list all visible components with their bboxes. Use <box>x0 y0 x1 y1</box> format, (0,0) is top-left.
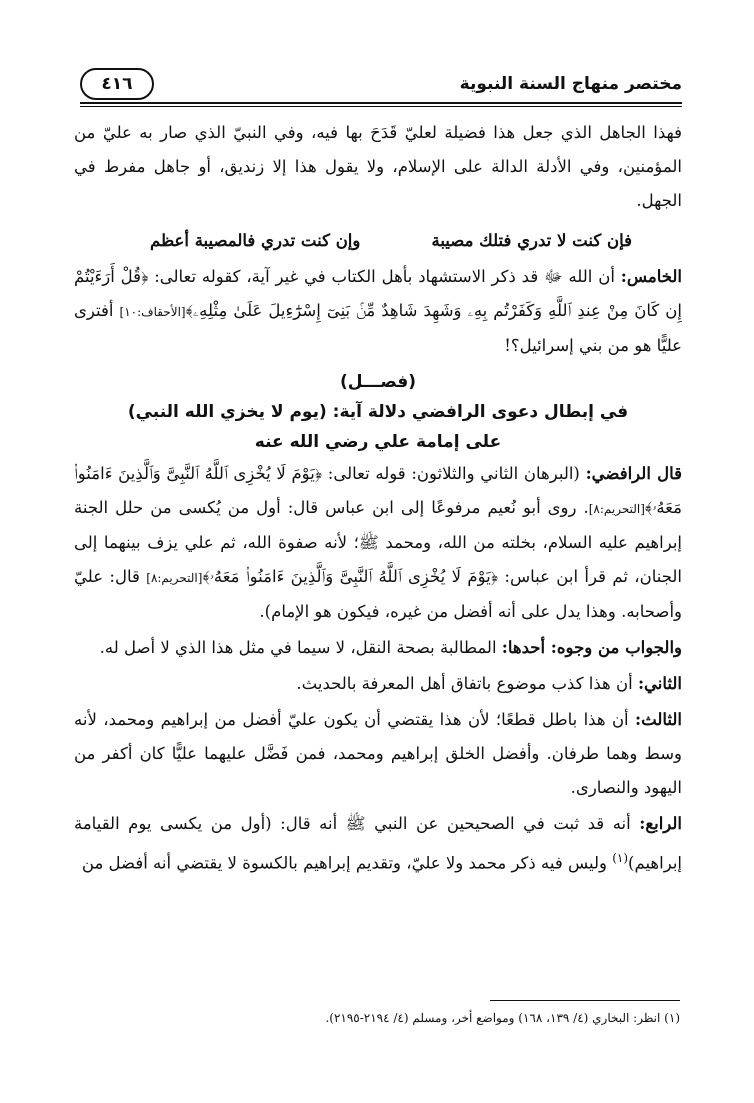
paragraph-answer-second <box>74 667 682 701</box>
point-label-third: الثالث: <box>635 710 682 729</box>
book-title: مختصر منهاج السنة النبوية <box>459 74 682 94</box>
claim-text-3: قال: عليّ وأصحابه. وهذا يدل على أنه أفضل من غيره، فيكون هو الإمام). <box>74 567 682 621</box>
claim-text-2: . روى أبو نُعيم مرفوعًا إلى ابن عباس قال: أول من يُكسى من حلل الجنة إبراهيم عليه السلام، بخلته من الله، ومحمد ﷺ؛ لأنه صفوة الله، ثم علي يزف بينهما إلى الجنان، ثم قرأ ابن عباس: ﴿يَوْمَ لَا يُخْزِى ٱللَّهُ ٱلنَّبِىَّ وَٱلَّذِينَ ءَامَنُوا۟ مَعَهُۥ﴾ <box>74 498 682 586</box>
footnote-divider <box>490 1000 680 1001</box>
point-label-fifth: الخامس: <box>620 267 682 286</box>
header-divider <box>80 102 682 104</box>
answer-third-text: أن هذا باطل قطعًا؛ لأن هذا يقتضي أن يكون عليّ أفضل من إبراهيم ومحمد، لأنه وسط وهما طرفان. وأفضل الخلق إبراهيم ومحمد، فمن فَضَّل عليهما عليًّا كان أكفر من اليهود والنصارى. <box>74 710 682 797</box>
point-label-fourth: الرابع: <box>639 814 682 833</box>
section-title-line-2: على إمامة علي رضي الله عنه <box>254 432 502 452</box>
header-divider-thin <box>80 106 682 107</box>
point-label-first: والجواب من وجوه: أحدها: <box>501 638 682 657</box>
paragraph-rafidi-claim <box>74 457 682 629</box>
paragraph-answer-fourth <box>74 807 682 881</box>
verse-second-hemistich: وإن كنت تدري فالمصيبة أعظم <box>150 231 361 250</box>
paragraph-1: فهذا الجاهل الذي جعل هذا فضيلة لعليّ قَدَحَ بها فيه، وفي النبيّ الذي صار به عليّ من المؤمنين، وفي الأدلة الدالة على الإسلام، ولا يقول هذا إلا زنديق، أو جاهل مفرط في الجهل. <box>74 123 682 210</box>
running-header <box>80 68 682 108</box>
verse-reference: [التحريم:٨] <box>146 571 203 585</box>
footnote: (١) انظر: البخاري (٤/ ١٣٩، ١٦٨) ومواضع أخر، ومسلم (٤/ ٢١٩٤-٢١٩٥). <box>325 1011 680 1025</box>
claim-text: (البرهان الثاني والثلاثون: قوله تعالى: ﴿يَوْمَ لَا يُخْزِى ٱللَّهُ ٱلنَّبِىَّ وَٱلَّذِينَ ءَامَنُوا۟ مَعَهُۥ﴾ <box>74 464 682 517</box>
paragraph-answer-first <box>74 631 682 665</box>
point-label-second: الثاني: <box>637 674 682 693</box>
speaker-label: قال الرافضي: <box>585 464 682 483</box>
answer-fourth-text-2: وليس فيه ذكر محمد ولا عليّ، وتقديم إبراهيم بالكسوة لا يقتضي أنه أفضل من <box>81 853 613 873</box>
page-body <box>74 116 682 881</box>
verse-reference: [الأحقاف:١٠] <box>119 305 186 319</box>
page-number: ٤١٦ <box>80 68 154 100</box>
verse-first-hemistich: فإن كنت لا تدري فتلك مصيبة <box>431 231 632 250</box>
paragraph-answer-third <box>74 703 682 805</box>
paragraph-fifth <box>74 260 682 363</box>
footnote-marker[interactable]: (١) <box>612 851 629 865</box>
answer-fourth-text: أنه قد ثبت في الصحيحين عن النبي ﷺ أنه قال: (أول من يكسى يوم القيامة إبراهيم) <box>74 814 682 873</box>
paragraph-fifth-text: أن الله ﷻ قد ذكر الاستشهاد بأهل الكتاب في غير آية، كقوله تعالى: ﴿قُلْ أَرَءَيْتُمْ إِن كَانَ مِنْ عِندِ ٱللَّهِ وَكَفَرْتُم بِهِۦ وَشَهِدَ شَاهِدٌ مِّنۢ بَنِىٓ إِسْرَٰٓءِيلَ عَلَىٰ مِثْلِهِۦ﴾ <box>74 267 683 320</box>
verse-reference: [التحريم:٨] <box>588 502 645 516</box>
answer-second-text: أن هذا كذب موضوع باتفاق أهل المعرفة بالحديث. <box>296 674 638 693</box>
poetry-verse <box>74 224 682 258</box>
answer-first-text: المطالبة بصحة النقل، لا سيما في مثل هذا الذي لا أصل له. <box>99 638 502 657</box>
paragraph-fifth-end: أفترى عليًّا هو من بني إسرائيل؟! <box>74 301 682 355</box>
section-title-line-1: في إبطال دعوى الرافضي دلالة آية: (يوم لا يخزي الله النبي) <box>127 402 629 422</box>
section-word: (فصـــل) <box>339 372 417 392</box>
